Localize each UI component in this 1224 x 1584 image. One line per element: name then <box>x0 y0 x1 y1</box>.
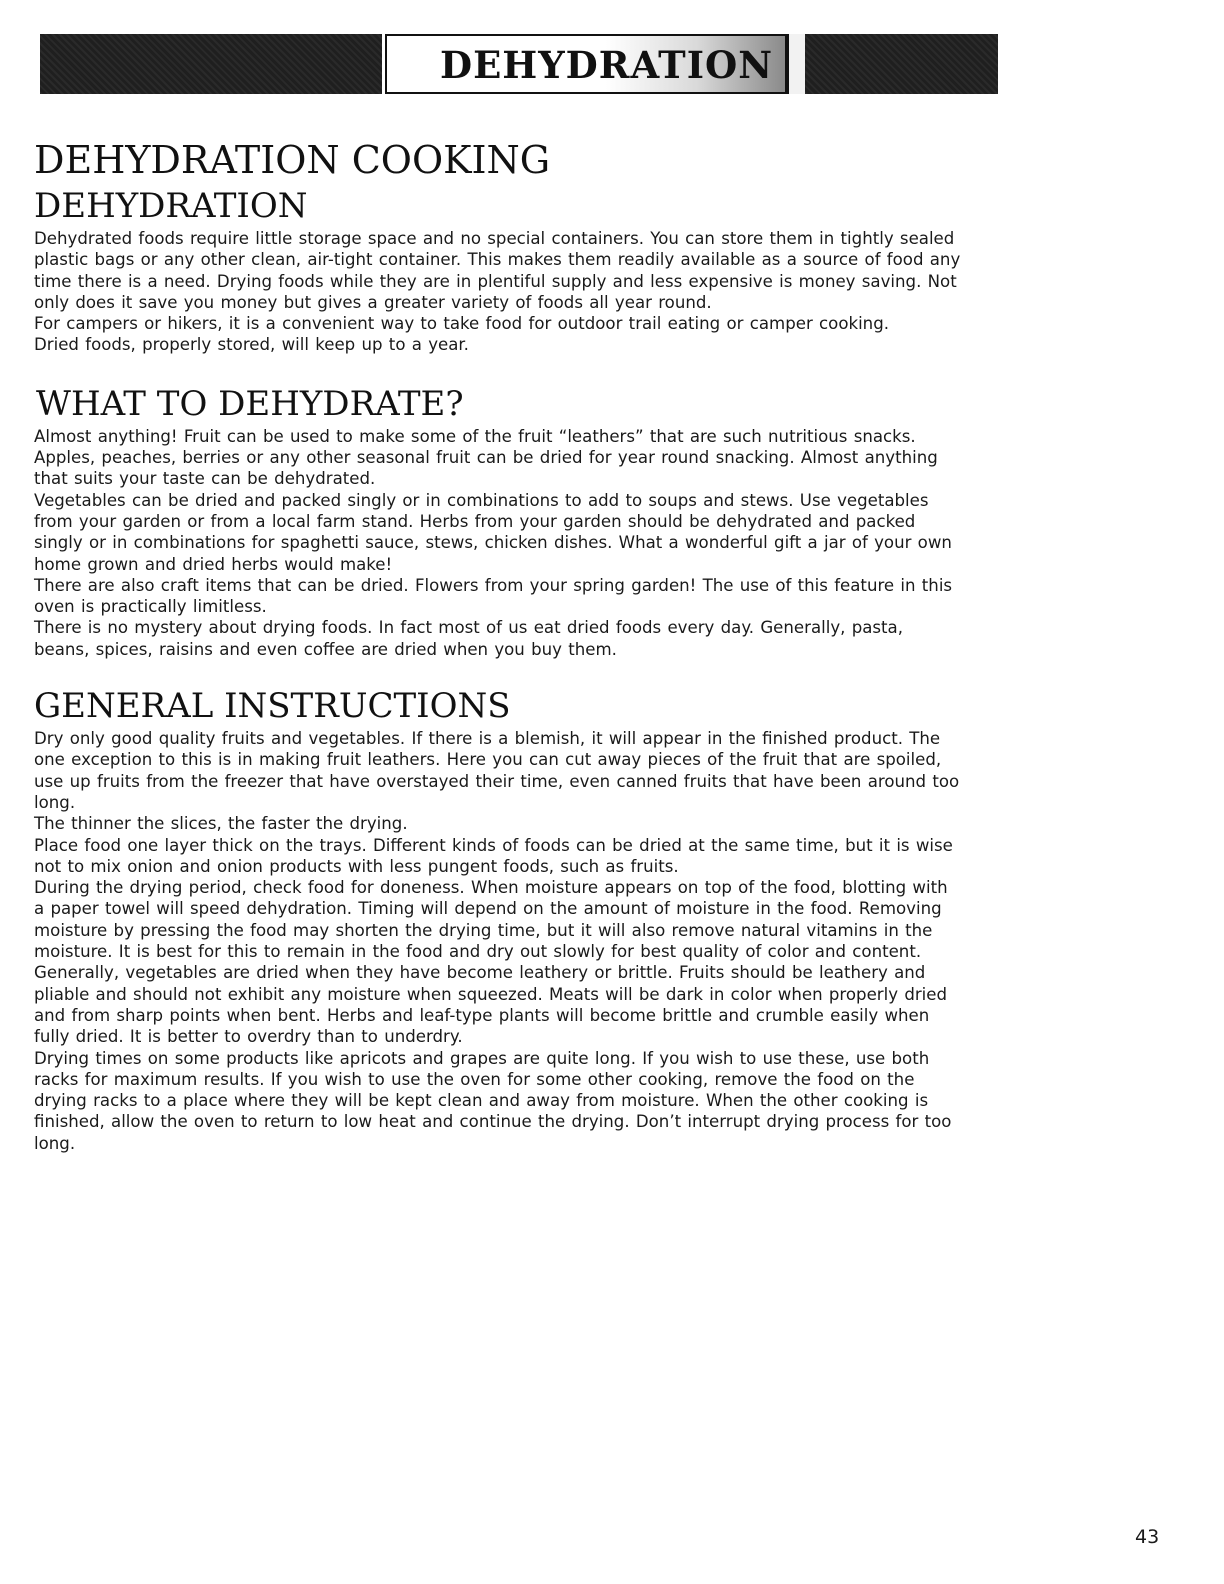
section-dehydration <box>34 184 964 356</box>
paragraph: Place food one layer thick on the trays. Different kinds of foods can be dried at the same time, but it is wise not to mix onion and onion products with less pungent foods, such as fruits. <box>34 835 953 876</box>
paragraph: Dry only good quality fruits and vegetables. If there is a blemish, it will appear in the finished product. The one exception to this is in making fruit leathers. Here you can cut away pieces of the fruit that are spoiled, use up fruits from the freezer that have overstayed their time, even canned fruits that have been around too long. <box>34 729 960 812</box>
banner-bar-left <box>40 34 382 94</box>
section-title: GENERAL INSTRUCTIONS <box>34 686 511 727</box>
section-title: DEHYDRATION <box>34 186 308 226</box>
paragraph: Dried foods, properly stored, will keep up to a year. <box>34 335 469 355</box>
section-title: WHAT TO DEHYDRATE? <box>36 383 464 424</box>
page-title: DEHYDRATION COOKING <box>34 138 551 182</box>
paragraph: Dehydrated foods require little storage space and no special containers. You can store them in tightly sealed plastic bags or any other clean, air-tight container. This makes them readily available as a source of food any time there is a need. Drying foods while they are in plentiful supply and less expensive is money saving. Not only does it save you money but gives a greater variety of foods all year round. <box>34 229 961 312</box>
section-what-to-dehydrate <box>34 382 964 660</box>
banner-bar-right <box>805 34 998 94</box>
paragraph: There is no mystery about drying foods. In fact most of us eat dried foods every day. Generally, pasta, beans, spices, raisins and even coffee are dried when you buy them. <box>34 618 903 659</box>
banner-title: DEHYDRATION <box>440 43 774 87</box>
section-general-instructions <box>34 684 964 1154</box>
paragraph: There are also craft items that can be dried. Flowers from your spring garden! The use of this feature in this oven is practically limitless. <box>34 575 953 617</box>
paragraph: Almost anything! Fruit can be used to make some of the fruit “leathers” that are such nutritious snacks. Apples, peaches, berries or any other seasonal fruit can be dried for year round snacking. Almost anything that suits your taste can be dehydrated. <box>34 426 938 489</box>
banner-divider <box>787 34 805 94</box>
paragraph: Vegetables can be dried and packed singly or in combinations to add to soups and stews. Use vegetables from your garden or from a local farm stand. Herbs from your garden should be dehydrated and packed singly or in combinations for spaghetti sauce, stews, chicken dishes. What a wonderful gift a jar of your own home grown and dried herbs would make! <box>34 490 952 574</box>
header-banner <box>40 34 998 94</box>
paragraph: During the drying period, check food for doneness. When moisture appears on top of the food, blotting with a paper towel will speed dehydration. Timing will depend on the amount of moisture in the food. Removing moisture by pressing the food may shorten the drying time, but it will also remove natural vitamins in the moisture. It is best for this to remain in the food and dry out slowly for best quality of color and content. <box>34 878 948 962</box>
paragraph: For campers or hikers, it is a convenient way to take food for outdoor trail eating or camper cooking. <box>34 314 890 334</box>
paragraph: The thinner the slices, the faster the drying. <box>34 814 408 834</box>
paragraph: Drying times on some products like apricots and grapes are quite long. If you wish to use these, use both racks for maximum results. If you wish to use the oven for some other cooking, remove the food on the drying racks to a place where they will be kept clean and away from moisture. When the other cooking is finished, allow the oven to return to low heat and continue the drying. Don’t interrupt drying process for too long. <box>34 1048 952 1153</box>
page-content <box>34 136 964 1154</box>
page-number: 43 <box>1135 1526 1160 1548</box>
paragraph: Generally, vegetables are dried when they have become leathery or brittle. Fruits should be leathery and pliable and should not exhibit any moisture when squeezed. Meats will be dark in color when properly dried and from sharp points when bent. Herbs and leaf-type plants will become brittle and crumble easily when fully dried. It is better to overdry than to underdry. <box>34 963 948 1047</box>
